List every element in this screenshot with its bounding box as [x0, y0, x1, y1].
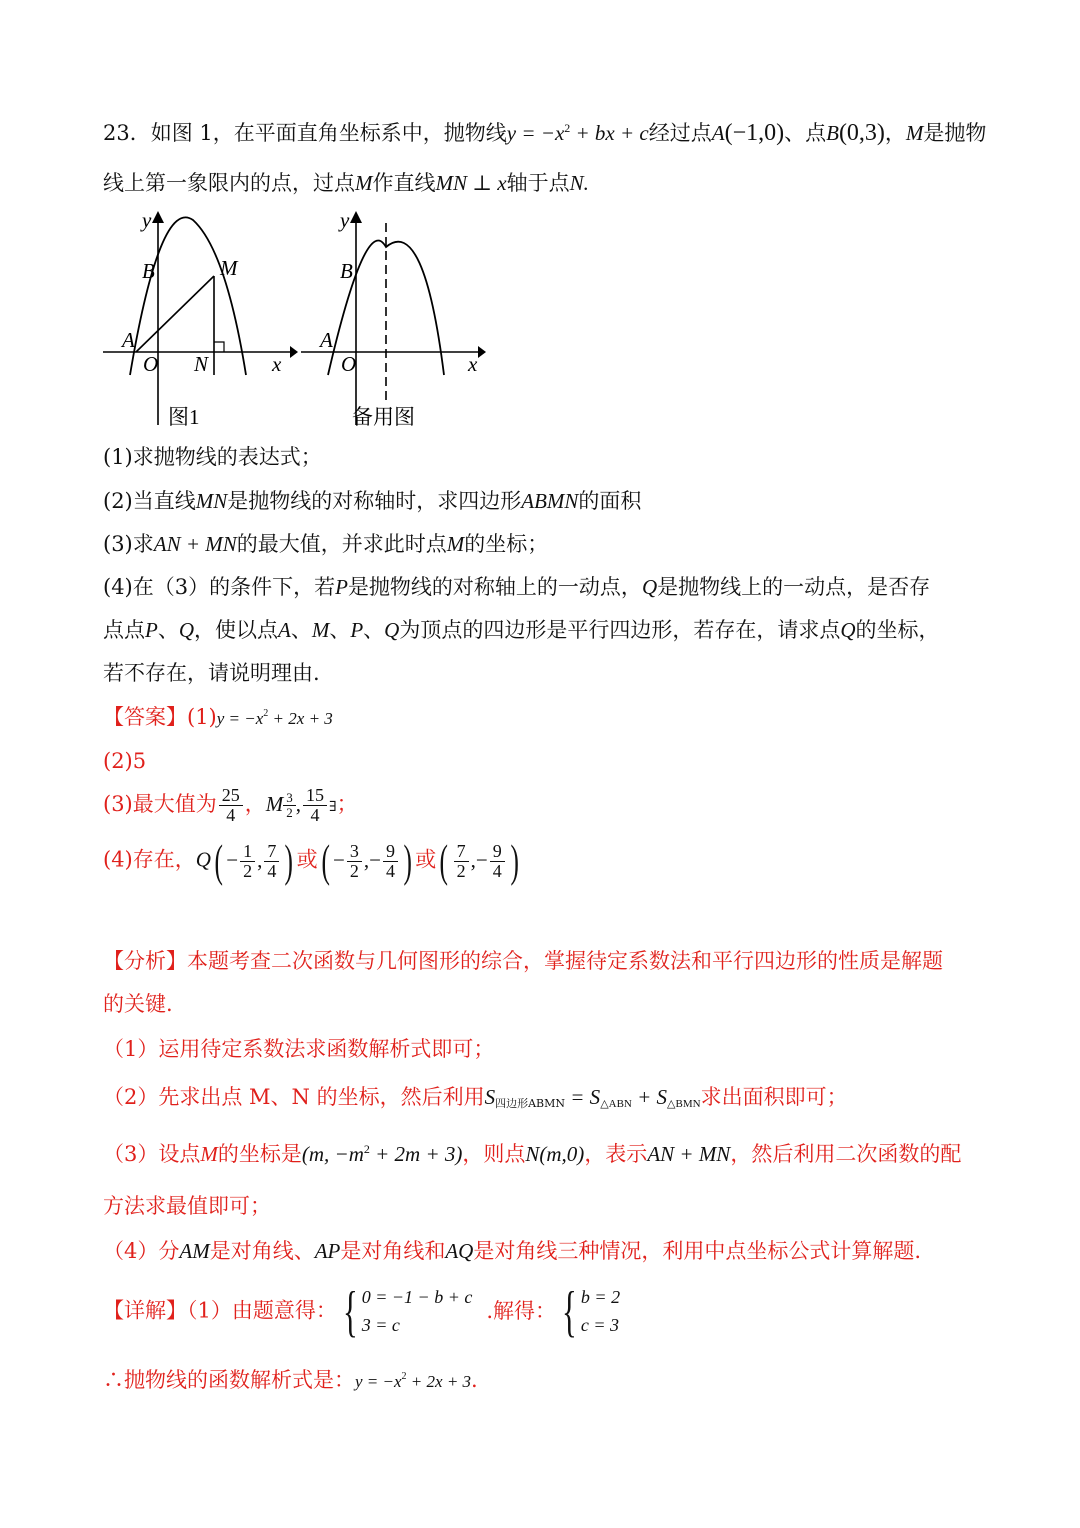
- conclusion-expr: y = −x: [355, 1372, 402, 1391]
- conclusion-expr-tail: + 2x + 3: [406, 1372, 472, 1391]
- label-B: B: [142, 259, 155, 283]
- answer-3-text: ，: [244, 791, 266, 816]
- label-y: y: [142, 208, 152, 232]
- answer-3-garbled-fraction: [283, 791, 296, 819]
- answer-4-or: 或: [296, 847, 318, 872]
- equation-2: 3 = c: [361, 1315, 400, 1335]
- label-B: B: [340, 259, 353, 283]
- answer-1-exp: 2: [263, 708, 269, 719]
- numerator: 25: [219, 786, 243, 806]
- sub2-math: ABMN: [521, 489, 579, 513]
- area-subscript: △BMN: [667, 1098, 701, 1110]
- sub2-text: (2)当直线: [103, 489, 196, 513]
- segment-AP: AP: [314, 1239, 341, 1263]
- analysis-point-2: [103, 1084, 848, 1111]
- label-N: N: [194, 352, 209, 376]
- coord-A: (−1,0): [724, 120, 785, 146]
- solution-system: [581, 1284, 620, 1340]
- answer-tag: 【答案】: [103, 705, 187, 729]
- sub3-math: AN + MN: [153, 532, 237, 556]
- right-angle-mark: [214, 342, 224, 352]
- area-subscript: 四边形ABMN: [495, 1097, 566, 1110]
- point-M: M: [905, 121, 924, 145]
- denominator: 4: [492, 860, 502, 881]
- sub2-math: MN: [195, 489, 228, 513]
- answer-2: [103, 748, 146, 775]
- sub4-text: 、: [329, 618, 351, 642]
- detail-line1: 【详解】（1）由题意得： { 0 = −1 − b + c 3 = c .解得： { b = 2 c = 3: [103, 1281, 621, 1343]
- analysis-point-1: [103, 1036, 494, 1063]
- analysis-text: 的坐标是: [217, 1142, 302, 1166]
- sub4-text: 、: [290, 618, 312, 642]
- figure-2-caption: 备用图: [352, 405, 415, 429]
- analysis-text: ，则点: [462, 1142, 526, 1166]
- question-stem-line1: [103, 118, 986, 149]
- area-symbol: = S: [565, 1085, 601, 1109]
- analysis-text: 本题考查二次函数与几何图形的综合，掌握待定系数法和平行四边形的性质是解题: [187, 949, 943, 973]
- y-axis-arrow: [350, 211, 362, 223]
- analysis-tag: 【分析】: [103, 949, 187, 973]
- detail-text: .: [471, 1368, 478, 1392]
- answer-4-coord-2: ( − $\frac{3}{2}$ ,− $\frac{9}{4}$ ): [321, 835, 412, 886]
- point-P: P: [350, 618, 364, 642]
- answer-2-text: (2)5: [103, 749, 147, 773]
- denominator: 4: [385, 860, 395, 881]
- figure-1-caption: 图1: [168, 405, 200, 429]
- y-axis-arrow: [152, 211, 164, 223]
- detail-tag: 【详解】: [103, 1298, 187, 1323]
- point-Q: Q: [641, 575, 658, 599]
- analysis-text: 求出面积即可；: [700, 1085, 848, 1109]
- coord-N: N(m,0): [525, 1142, 585, 1166]
- segment-AM: AM: [179, 1239, 210, 1263]
- analysis-text: （2）先求出点 M、N 的坐标，然后利用: [103, 1085, 485, 1109]
- analysis-point-4: [103, 1238, 921, 1265]
- analysis-text: ，表示: [584, 1142, 648, 1166]
- answer-4-text: (4)存在，: [103, 847, 196, 872]
- sub4-text: 是抛物线上的一动点，是否存: [657, 575, 931, 599]
- label-M: M: [220, 256, 238, 280]
- denominator: 4: [310, 804, 320, 825]
- segment-AQ: AQ: [445, 1239, 474, 1263]
- sub3-text: 的坐标；: [464, 532, 549, 556]
- conclusion-exp: 2: [401, 1371, 407, 1382]
- answer-3-y-fraction: [303, 786, 327, 825]
- sub4-text: ，使以点: [194, 618, 278, 642]
- solution-1: b = 2: [580, 1287, 621, 1308]
- point-B: B: [826, 121, 839, 145]
- analysis-line2: [103, 991, 173, 1018]
- area-symbol: S: [484, 1085, 496, 1109]
- equation-1: 0 = −1 − b + c: [361, 1287, 473, 1308]
- label-A: A: [320, 328, 333, 352]
- answer-3-text: ；: [336, 791, 358, 816]
- label-x: x: [468, 352, 478, 376]
- denominator: 2: [456, 860, 466, 881]
- answer-4-coord-3: ( $\frac{7}{2}$ ,− $\frac{9}{4}$ ): [439, 835, 519, 886]
- analysis-text: 方法求最值即可；: [103, 1194, 271, 1218]
- sub3-math: M: [446, 532, 465, 556]
- sub-question-2: [103, 488, 641, 515]
- point-P: P: [145, 618, 158, 642]
- figure-2: [296, 205, 496, 435]
- point-Q: Q: [840, 618, 856, 642]
- point-Q: Q: [384, 618, 400, 642]
- sub3-text: 的最大值，并求此时点: [236, 532, 447, 556]
- sub4-text: 为顶点的四边形是平行四边形，若存在，请求点: [399, 618, 841, 642]
- point-M: M: [200, 1142, 218, 1166]
- sub4-text: 、: [363, 618, 385, 642]
- sub-question-3: [103, 531, 548, 558]
- stem-text: ，: [884, 121, 906, 145]
- expr-AN-MN: AN + MN: [647, 1142, 731, 1166]
- numerator: 7: [264, 842, 279, 862]
- x-axis-arrow: [478, 346, 486, 358]
- stem-text: 轴于点: [506, 171, 570, 195]
- stem-text: 经过点: [648, 121, 712, 145]
- stem-text: 作直线: [372, 171, 436, 195]
- question-stem-line2: [103, 170, 589, 197]
- sub3-text: (3)求: [103, 532, 154, 556]
- area-subscript: △ABN: [600, 1098, 632, 1110]
- sub-question-4-line2: [103, 617, 940, 644]
- answer-1-expr-tail: + 2x + 3: [268, 709, 333, 728]
- solution-2: c = 3: [580, 1315, 620, 1335]
- analysis-text: 是对角线和: [340, 1239, 446, 1263]
- analysis-text: 的关键.: [103, 992, 173, 1016]
- denominator: 4: [226, 804, 236, 825]
- numerator: 1: [240, 842, 255, 862]
- stem-text: 是抛物: [923, 121, 987, 145]
- stem-text: 、点: [784, 121, 827, 145]
- sub4-text: 若不存在，请说明理由.: [103, 661, 320, 685]
- coord-M-tail: + 2m + 3): [369, 1142, 463, 1166]
- analysis-text: （3）设点: [103, 1142, 201, 1166]
- analysis-text: （4）分: [103, 1239, 180, 1263]
- sub2-text: 的面积: [578, 489, 642, 513]
- numerator: 9: [490, 842, 505, 862]
- point-N: N.: [569, 171, 589, 195]
- answer-4-or: 或: [415, 847, 437, 872]
- sub-question-4-line3: [103, 660, 320, 687]
- analysis-text: ，然后利用二次函数的配: [730, 1142, 962, 1166]
- sub-question-1: [103, 444, 322, 471]
- point-A: A: [278, 618, 291, 642]
- area-symbol: + S: [631, 1085, 668, 1109]
- numerator: 3: [283, 791, 296, 806]
- detail-text: （1）由题意得：: [187, 1298, 337, 1323]
- label-y: y: [340, 208, 350, 232]
- analysis-text: （1）运用待定系数法求函数解析式即可；: [103, 1037, 495, 1061]
- analysis-text: 是对角线、: [209, 1239, 315, 1263]
- stem-text: 线上第一象限内的点，过点: [103, 171, 355, 195]
- answer-3-text: (3)最大值为: [103, 791, 217, 816]
- coord-M: (m, −m: [301, 1142, 364, 1166]
- label-O: O: [341, 352, 357, 376]
- point-M: M: [311, 618, 330, 642]
- answer-4: [103, 835, 522, 886]
- label-O: O: [143, 352, 159, 376]
- detail-text: ∴抛物线的函数解析式是：: [103, 1368, 355, 1392]
- answer-3-point-M: M: [265, 791, 284, 816]
- sub4-text: (4)在（3）的条件下，若: [103, 575, 336, 599]
- answer-3: (3)最大值为 $\frac{25}{4}$ ，M $\frac{3}{2}$ , $\frac{15}{4}$ ∃；: [103, 785, 358, 825]
- coord-exp: 2: [363, 1142, 370, 1156]
- numerator: 9: [383, 842, 398, 862]
- detail-text: .解得：: [486, 1298, 557, 1323]
- sub1-text: (1)求抛物线的表达式；: [103, 445, 322, 469]
- sub4-text: 点点: [103, 618, 145, 642]
- label-x: x: [272, 352, 282, 376]
- question-number: 23．: [103, 121, 151, 145]
- point-Q: Q: [178, 618, 194, 642]
- coord-B: (0,3): [838, 120, 885, 146]
- stem-math: y = −x: [506, 121, 565, 145]
- numerator: 3: [347, 842, 362, 862]
- answer-3-max-fraction: [219, 786, 243, 825]
- equation-system: [362, 1284, 473, 1340]
- stem-math: + bx + c: [570, 121, 649, 145]
- answer-1: [103, 704, 333, 731]
- analysis-line1: [103, 948, 943, 975]
- answer-1-label: (1): [187, 705, 217, 729]
- sub-question-4-line1: [103, 574, 930, 601]
- analysis-point-3-line2: [103, 1193, 271, 1220]
- denominator: 2: [243, 860, 253, 881]
- point-M: M: [355, 171, 373, 195]
- point-P: P: [335, 575, 348, 599]
- denominator: 4: [267, 860, 277, 881]
- sub4-text: 是抛物线的对称轴上的一动点，: [347, 575, 642, 599]
- sub4-text: 的坐标，: [855, 618, 940, 642]
- figure-1: [98, 205, 298, 435]
- detail-conclusion: [103, 1367, 478, 1394]
- stem-text: 如图 1，在平面直角坐标系中，抛物线: [150, 121, 507, 145]
- answer-1-expr: y = −x: [216, 709, 264, 728]
- analysis-text: 是对角线三种情况，利用中点坐标公式计算解题.: [473, 1239, 922, 1263]
- analysis-point-3-line1: [103, 1141, 961, 1168]
- numerator: 7: [454, 842, 469, 862]
- label-A: A: [122, 328, 135, 352]
- stem-math: MN ⊥ x: [435, 171, 507, 195]
- sub2-text: 是抛物线的对称轴时，求四边形: [227, 489, 522, 513]
- denominator: 2: [349, 860, 359, 881]
- denominator: 2: [286, 804, 293, 820]
- numerator: 15: [303, 786, 327, 806]
- answer-4-point-Q: Q: [195, 847, 211, 872]
- sub4-text: 、: [157, 618, 179, 642]
- point-A: A: [711, 121, 725, 145]
- stem-exp: 2: [564, 121, 571, 135]
- answer-4-coord-1: ( − $\frac{1}{2}$ , $\frac{7}{4}$ ): [214, 835, 294, 886]
